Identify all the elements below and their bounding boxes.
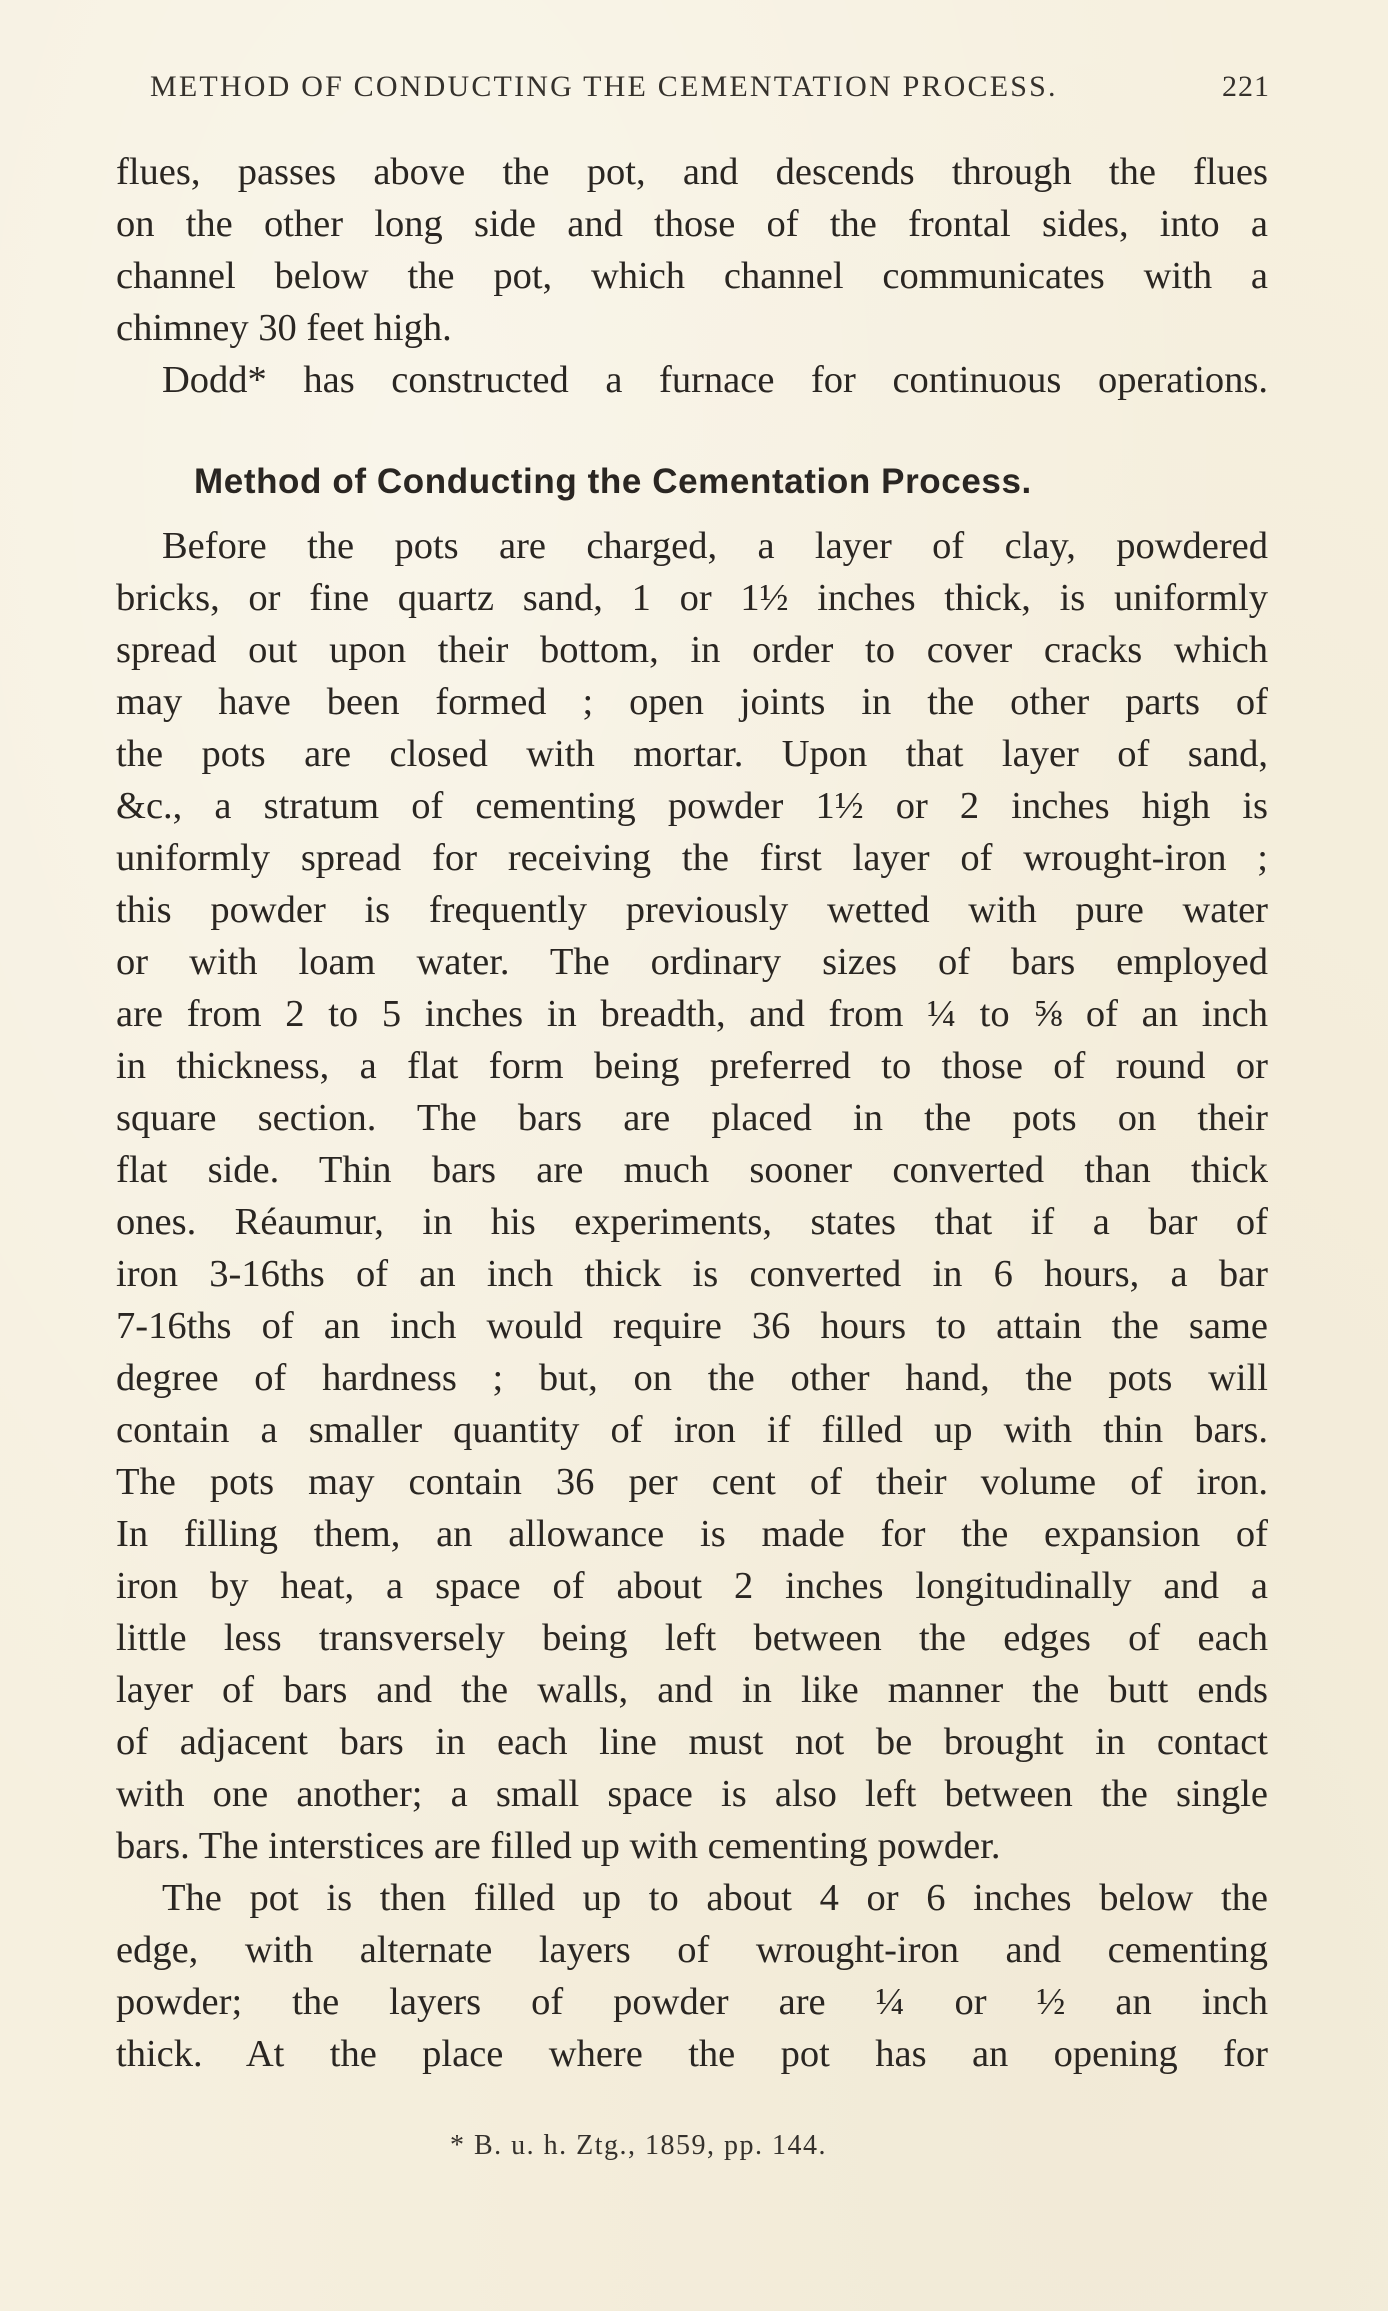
section-heading: Method of Conducting the Cementation Process. — [194, 462, 1032, 501]
text-line: &c., a stratum of cementing powder 1½ or 2 inches high is — [116, 785, 1268, 827]
text-line: layer of bars and the walls, and in like manner the butt ends — [116, 1669, 1268, 1711]
text-block-main — [116, 520, 1268, 2080]
text-line: are from 2 to 5 inches in breadth, and from ¼ to ⅝ of an inch — [116, 993, 1268, 1035]
text-line: this powder is frequently previously wetted with pure water — [116, 889, 1268, 931]
text-line: with one another; a small space is also left between the single — [116, 1773, 1268, 1815]
text-line: In filling them, an allowance is made for the expansion of — [116, 1513, 1268, 1555]
text-line: iron by heat, a space of about 2 inches longitudinally and a — [116, 1565, 1268, 1607]
text-line: Before the pots are charged, a layer of clay, powdered — [162, 525, 1268, 567]
text-line: iron 3-16ths of an inch thick is converted in 6 hours, a bar — [116, 1253, 1268, 1295]
text-line: The pot is then filled up to about 4 or 6 inches below the — [162, 1877, 1268, 1919]
text-line: bricks, or fine quartz sand, 1 or 1½ inches thick, is uniformly — [116, 577, 1268, 619]
text-line: Dodd* has constructed a furnace for continuous operations. — [162, 359, 1268, 401]
text-line: on the other long side and those of the frontal sides, into a — [116, 203, 1268, 245]
text-block-top — [116, 146, 1268, 406]
running-head — [150, 70, 1270, 110]
text-line: uniformly spread for receiving the first layer of wrought-iron ; — [116, 837, 1268, 879]
footnote: * B. u. h. Ztg., 1859, pp. 144. — [450, 2130, 828, 2161]
text-line: 7-16ths of an inch would require 36 hours to attain the same — [116, 1305, 1268, 1347]
running-title: METHOD OF CONDUCTING THE CEMENTATION PROCESS. — [150, 70, 1058, 103]
text-line: ones. Réaumur, in his experiments, states that if a bar of — [116, 1201, 1268, 1243]
text-line: thick. At the place where the pot has an opening for — [116, 2033, 1268, 2075]
text-line: or with loam water. The ordinary sizes of bars employed — [116, 941, 1268, 983]
text-line: degree of hardness ; but, on the other hand, the pots will — [116, 1357, 1268, 1399]
text-line: The pots may contain 36 per cent of their volume of iron. — [116, 1461, 1268, 1503]
text-line: of adjacent bars in each line must not be brought in contact — [116, 1721, 1268, 1763]
text-line: flat side. Thin bars are much sooner converted than thick — [116, 1149, 1268, 1191]
text-line: powder; the layers of powder are ¼ or ½ an inch — [116, 1981, 1268, 2023]
text-line: contain a smaller quantity of iron if filled up with thin bars. — [116, 1409, 1268, 1451]
text-line: may have been formed ; open joints in the other parts of — [116, 681, 1268, 723]
text-line: flues, passes above the pot, and descends through the flues — [116, 151, 1268, 193]
text-line: in thickness, a flat form being preferred to those of round or — [116, 1045, 1268, 1087]
text-line: the pots are closed with mortar. Upon that layer of sand, — [116, 733, 1268, 775]
text-line: square section. The bars are placed in the pots on their — [116, 1097, 1268, 1139]
text-line: bars. The interstices are filled up with cementing powder. — [116, 1825, 1001, 1867]
text-line: little less transversely being left between the edges of each — [116, 1617, 1268, 1659]
page-number: 221 — [1222, 70, 1270, 103]
text-line: spread out upon their bottom, in order to cover cracks which — [116, 629, 1268, 671]
text-line: edge, with alternate layers of wrought-iron and cementing — [116, 1929, 1268, 1971]
text-line: channel below the pot, which channel communicates with a — [116, 255, 1268, 297]
text-line: chimney 30 feet high. — [116, 307, 452, 349]
